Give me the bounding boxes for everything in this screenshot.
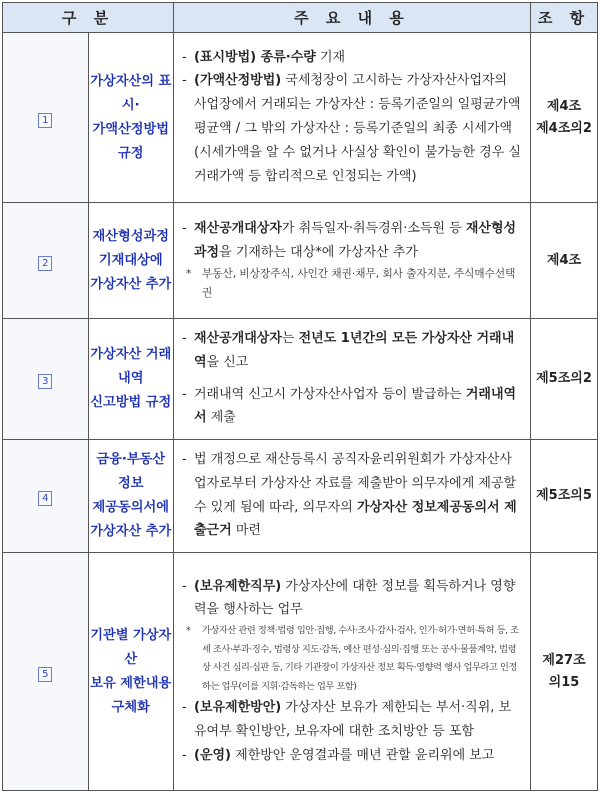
row-content (174, 440, 531, 553)
row-article: 제27조 의15 (531, 553, 598, 791)
table-row (3, 33, 598, 203)
list-item: - 재산공개대상자가 취득일자·취득경위·소득원 등 재산형성과정을 기재하는 대상*에 가상자산 추가 (182, 221, 517, 260)
row-title: 가상자산의 표시· 가액산정방법 규정 (88, 33, 174, 203)
row-content (174, 203, 531, 319)
table-row (3, 440, 598, 553)
row-number: 1 (38, 113, 52, 128)
row-title: 금융·부동산 정보 제공동의서에 가상자산 추가 (88, 440, 174, 553)
row-article: 제4조 제4조의2 (531, 33, 598, 203)
row-title: 재산형성과정 기재대상에 가상자산 추가 (88, 203, 174, 319)
row-number: 3 (38, 374, 52, 389)
table-row (3, 203, 598, 319)
list-item: - 거래내역 신고시 가상자산사업자 등이 발급하는 거래내역서 제출 (182, 386, 517, 426)
row-number: 5 (38, 667, 52, 682)
row-content (174, 319, 531, 440)
row-number: 4 (38, 491, 52, 506)
row-title: 기관별 가상자산 보유 제한내용 구체화 (88, 553, 174, 791)
list-item: - 법 개정으로 재산등록시 공직자윤리위원회가 가상자산사업자로부터 가상자산 자료를 제출받아 의무자에게 제공할 수 있게 됨에 따라, 의무자의 가상자산 정보제공동의서 제출근거 마련 (182, 451, 517, 539)
list-item: - (운영) 제한방안 운영결과를 매년 관할 윤리위에 보고 (182, 747, 495, 763)
list-item: - (표시방법) 종류·수량 기재 (182, 49, 346, 65)
list-item: - 재산공개대상자는 전년도 1년간의 모든 가상자산 거래내역을 신고 (182, 330, 515, 370)
list-item: - (보유제한방안) 가상자산 보유가 제한되는 부서·직위, 보유여부 확인방안, 보유자에 대한 조치방안 등 포함 (182, 699, 512, 739)
list-item: - (보유제한직무) 가상자산에 대한 정보를 획득하거나 영향력을 행사하는 업무 (182, 578, 516, 618)
footnote: * 가상자산 관련 정책·법령 입안·집행, 수사·조사·감사·검사, 인가·허가·면허·특허 등, 조세 조사·부과·징수, 법령상 지도·감독, 예산 편성·심의·집행 또는 공사·물품계약, 법령상 사건 심리·심판 등, 기타 기관장이 가상자산 정보 획득·영향력 행사 업무라고 인정하는 업무(이를 지휘·감독하는 업무 포함) (186, 625, 519, 692)
row-title: 가상자산 거래내역 신고방법 규정 (88, 319, 174, 440)
table-row (3, 319, 598, 440)
row-content (174, 553, 531, 791)
provision-table (2, 2, 598, 791)
row-content (174, 33, 531, 203)
footnote: * 부동산, 비상장주식, 사인간 채권·채무, 회사 출자지분, 주식매수선택권 (186, 267, 516, 299)
row-article: 제5조의2 (531, 319, 598, 440)
row-article: 제5조의5 (531, 440, 598, 553)
list-item: - (가액산정방법) 국세청장이 고시하는 가상자산사업자의 사업장에서 거래되는 가상자산 : 등록기준일의 일평균가액 평균액 / 그 밖의 가상자산 : 등록기준일의 최종 시세가액(시세가액을 알 수 없거나 사실상 확인이 불가능한 경우 실거래가액 등 합리적으로 인정되는 가액) (182, 73, 521, 184)
table-row (3, 553, 598, 791)
header-contents: 주 요 내 용 (174, 3, 531, 33)
row-number: 2 (38, 256, 52, 271)
header-category: 구 분 (3, 3, 174, 33)
table-header-row (3, 3, 598, 33)
header-article: 조 항 (531, 3, 598, 33)
row-article: 제4조 (531, 203, 598, 319)
